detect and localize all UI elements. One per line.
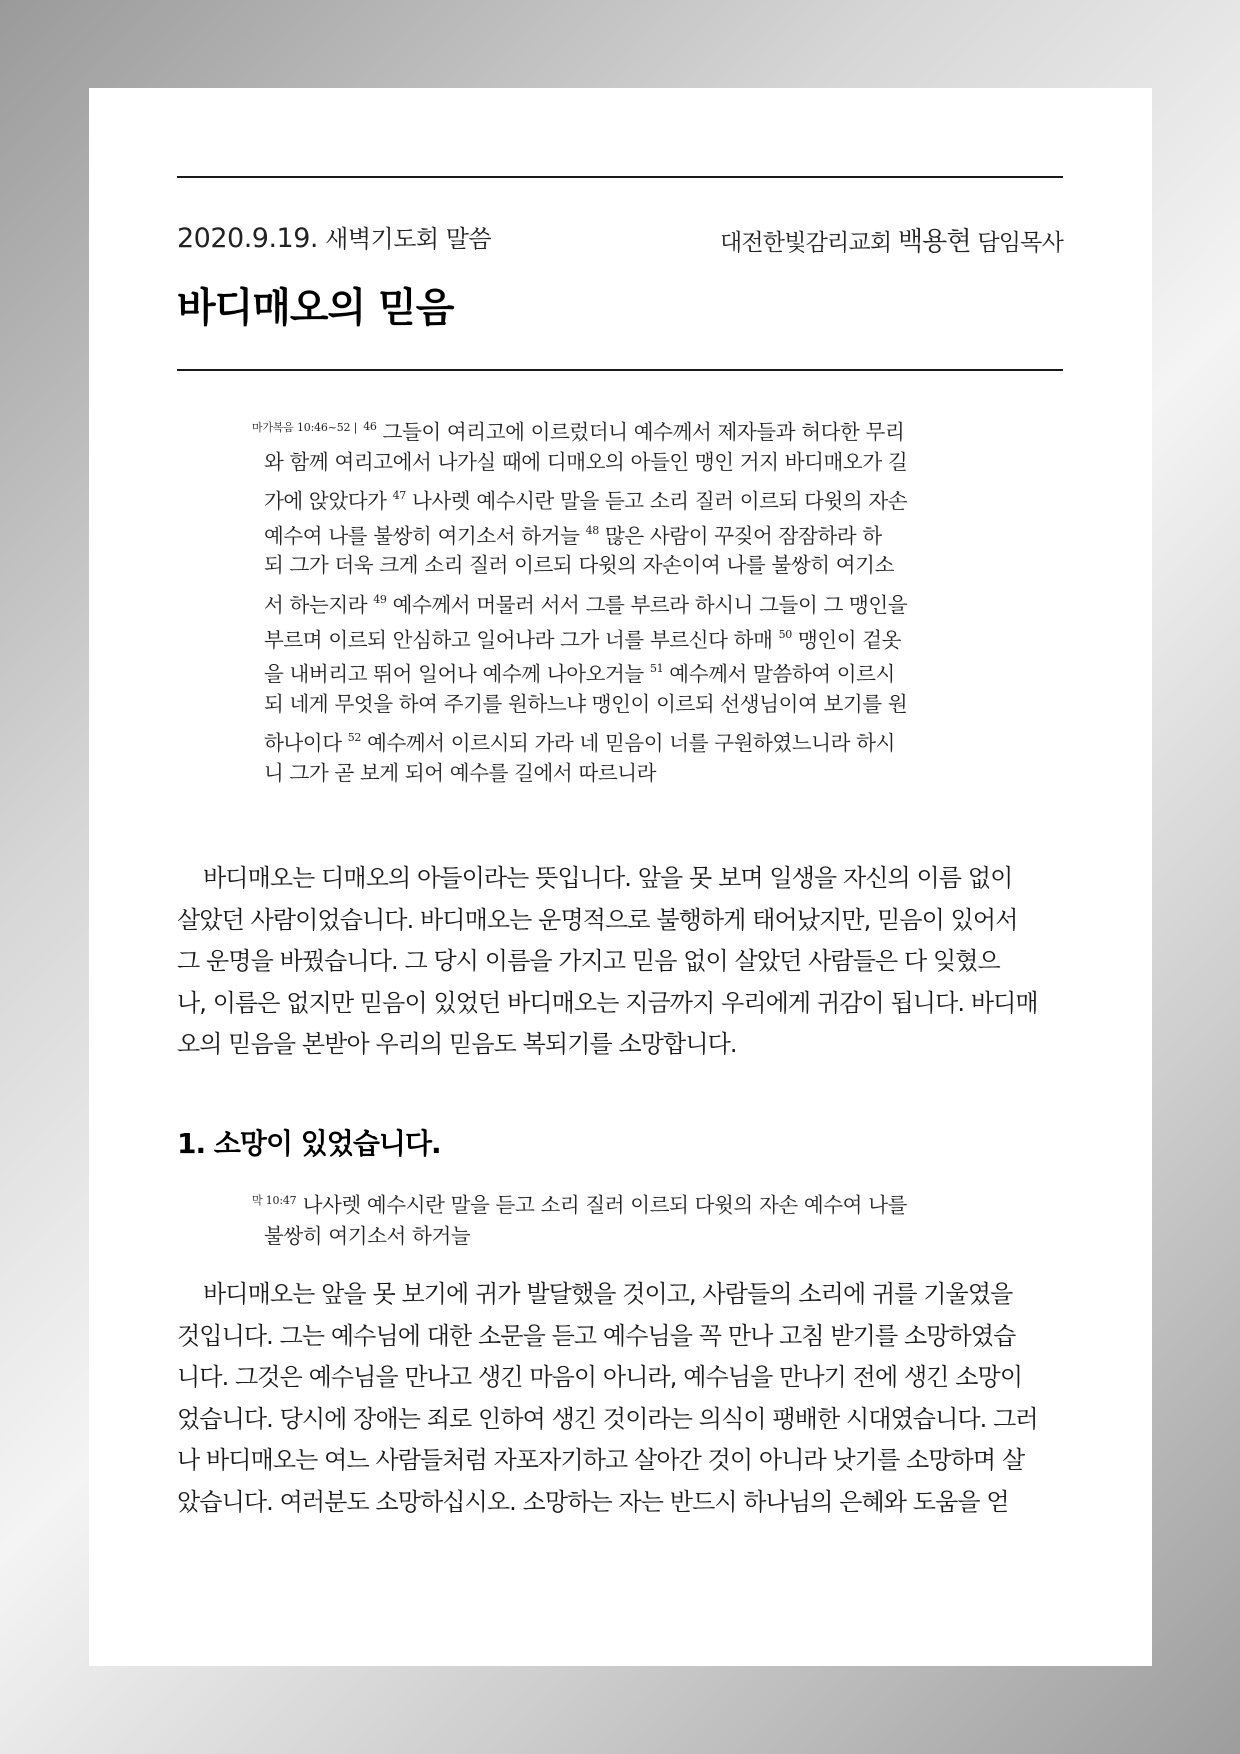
sermon-date: 2020.9.19. (177, 223, 318, 254)
paragraph-line: 살았던 사람이었습니다. 바디매오는 운명적으로 불행하게 태어났지만, 믿음이 있어서 (177, 905, 1018, 934)
header-bottom-rule (177, 369, 1063, 371)
scripture-text: 와 함께 여리고에서 나가실 때에 디매오의 아들인 맹인 거지 바디매오가 길 (264, 449, 908, 474)
scripture-text: 예수께서 머물러 서서 그를 부르라 하시니 그들이 그 맹인을 (392, 592, 908, 617)
scripture-text: 되 그가 더욱 크게 소리 질러 이르되 다윗의 자손이여 나를 불쌍히 여기소 (264, 553, 894, 578)
church-pastor (720, 221, 1063, 258)
scripture-line (252, 1219, 907, 1254)
scripture-line (252, 514, 907, 549)
sermon-date-service (177, 219, 491, 254)
section-scripture (252, 1184, 907, 1253)
church-name: 대전한빛감리교회 (719, 230, 892, 256)
scripture-line (252, 479, 907, 514)
scripture-text: 하나이다 (264, 731, 342, 756)
scripture-text: 그들이 여리고에 이르렀더니 예수께서 제자들과 허다한 무리 (382, 420, 905, 444)
scripture-line (252, 721, 907, 756)
paragraph-line: 바디매오는 디매오의 아들이라는 뜻입니다. 앞을 못 보며 일생을 자신의 이름 없이 (203, 864, 1013, 892)
scripture-text: 많은 사람이 꾸짖어 잠잠하라 하 (604, 523, 882, 548)
scripture-text: 되 네게 무엇을 하여 주기를 원하느냐 맹인이 이르되 선생님이여 보기를 원 (264, 691, 908, 716)
scripture-text: 예수여 나를 불쌍히 여기소서 하거늘 (264, 523, 580, 548)
paragraph-line: 것입니다. 그는 예수님에 대한 소문을 듣고 예수님을 꼭 만나 고침 받기를 소망하였습 (177, 1321, 1016, 1350)
paragraph-line: 바디매오는 앞을 못 보기에 귀가 발달했을 것이고, 사람들의 소리에 귀를 기울였을 (203, 1280, 1013, 1308)
pastor-name: 백용현 (897, 227, 971, 257)
scripture-text: 맹인이 겉옷 (797, 627, 902, 652)
scripture-text: 예수께서 이르시되 가라 네 믿음이 너를 구원하였느니라 하시 (367, 731, 895, 756)
scripture-line (252, 410, 907, 445)
paragraph-line: 니다. 그것은 예수님을 만나고 생긴 마음이 아니라, 예수님을 만나기 전에 생긴 소망이 (177, 1363, 1023, 1391)
scripture-reference: 마가복음 10:46~52 | (252, 421, 358, 434)
paragraph-line: 었습니다. 당시에 장애는 죄로 인하여 생긴 것이라는 의식이 팽배한 시대였습니다. 그러 (177, 1404, 1038, 1433)
scripture-reference: 막 10:47 (252, 1194, 297, 1207)
sermon-meta (177, 219, 1063, 255)
scripture-text: 나사렛 예수시란 말을 듣고 소리 질러 이르되 다윗의 자손 (412, 489, 908, 514)
pastor-title: 담임목사 (977, 230, 1063, 256)
scripture-line (252, 756, 907, 791)
scripture-text: 가에 앉았다가 (264, 489, 387, 514)
intro-paragraph (177, 858, 1063, 1066)
verse-number: 48 (585, 523, 599, 537)
scripture-line (252, 687, 907, 722)
sermon-title: 바디매오의 믿음 (177, 285, 454, 331)
scripture-text: 부르며 이르되 안심하고 일어나라 그가 너를 부르신다 하매 (264, 627, 773, 652)
section-paragraph (177, 1274, 1063, 1523)
paragraph-line: 았습니다. 여러분도 소망하십시오. 소망하는 자는 반드시 하나님의 은혜와 도움을 얻 (177, 1487, 1009, 1516)
paragraph-line: 그 운명을 바꿨습니다. 그 당시 이름을 가지고 믿음 없이 살았던 사람들은 다 잊혔으 (177, 947, 1000, 975)
header-top-rule (177, 176, 1063, 178)
scripture-text: 을 내버리고 뛰어 일어나 예수께 나아오거늘 (264, 662, 644, 687)
scripture-line (252, 583, 907, 618)
verse-number: 52 (347, 731, 361, 745)
scripture-line (252, 1184, 907, 1219)
scripture-line (252, 652, 907, 687)
scripture-line (252, 618, 907, 653)
scripture-line (252, 548, 907, 583)
scripture-passage (252, 410, 907, 791)
scripture-text: 니 그가 곧 보게 되어 예수를 길에서 따르니라 (264, 760, 657, 785)
scripture-text: 예수께서 말씀하여 이르시 (669, 662, 895, 687)
service-name: 새벽기도회 말씀 (325, 225, 492, 253)
section-heading: 1. 소망이 있었습니다. (177, 1127, 441, 1160)
paragraph-line: 나 바디매오는 여느 사람들처럼 자포자기하고 살아간 것이 아니라 낫기를 소망하며 살 (177, 1446, 1025, 1474)
scripture-line (252, 445, 907, 480)
verse-number: 51 (649, 662, 664, 676)
scripture-text: 나사렛 예수시란 말을 듣고 소리 질러 이르되 다윗의 자손 예수여 나를 (302, 1193, 908, 1217)
verse-number: 50 (778, 627, 792, 641)
scripture-text: 서 하는지라 (264, 592, 368, 617)
paragraph-line: 나, 이름은 없지만 믿음이 있었던 바디매오는 지금까지 우리에게 귀감이 됩니다. 바디매 (177, 988, 1038, 1017)
verse-number: 46 (363, 420, 377, 433)
verse-number: 49 (373, 592, 387, 606)
paragraph-line: 오의 믿음을 본받아 우리의 믿음도 복되기를 소망합니다. (177, 1030, 737, 1058)
scripture-text: 불쌍히 여기소서 하거늘 (264, 1223, 471, 1248)
document-page (89, 88, 1152, 1666)
verse-number: 47 (392, 489, 406, 503)
